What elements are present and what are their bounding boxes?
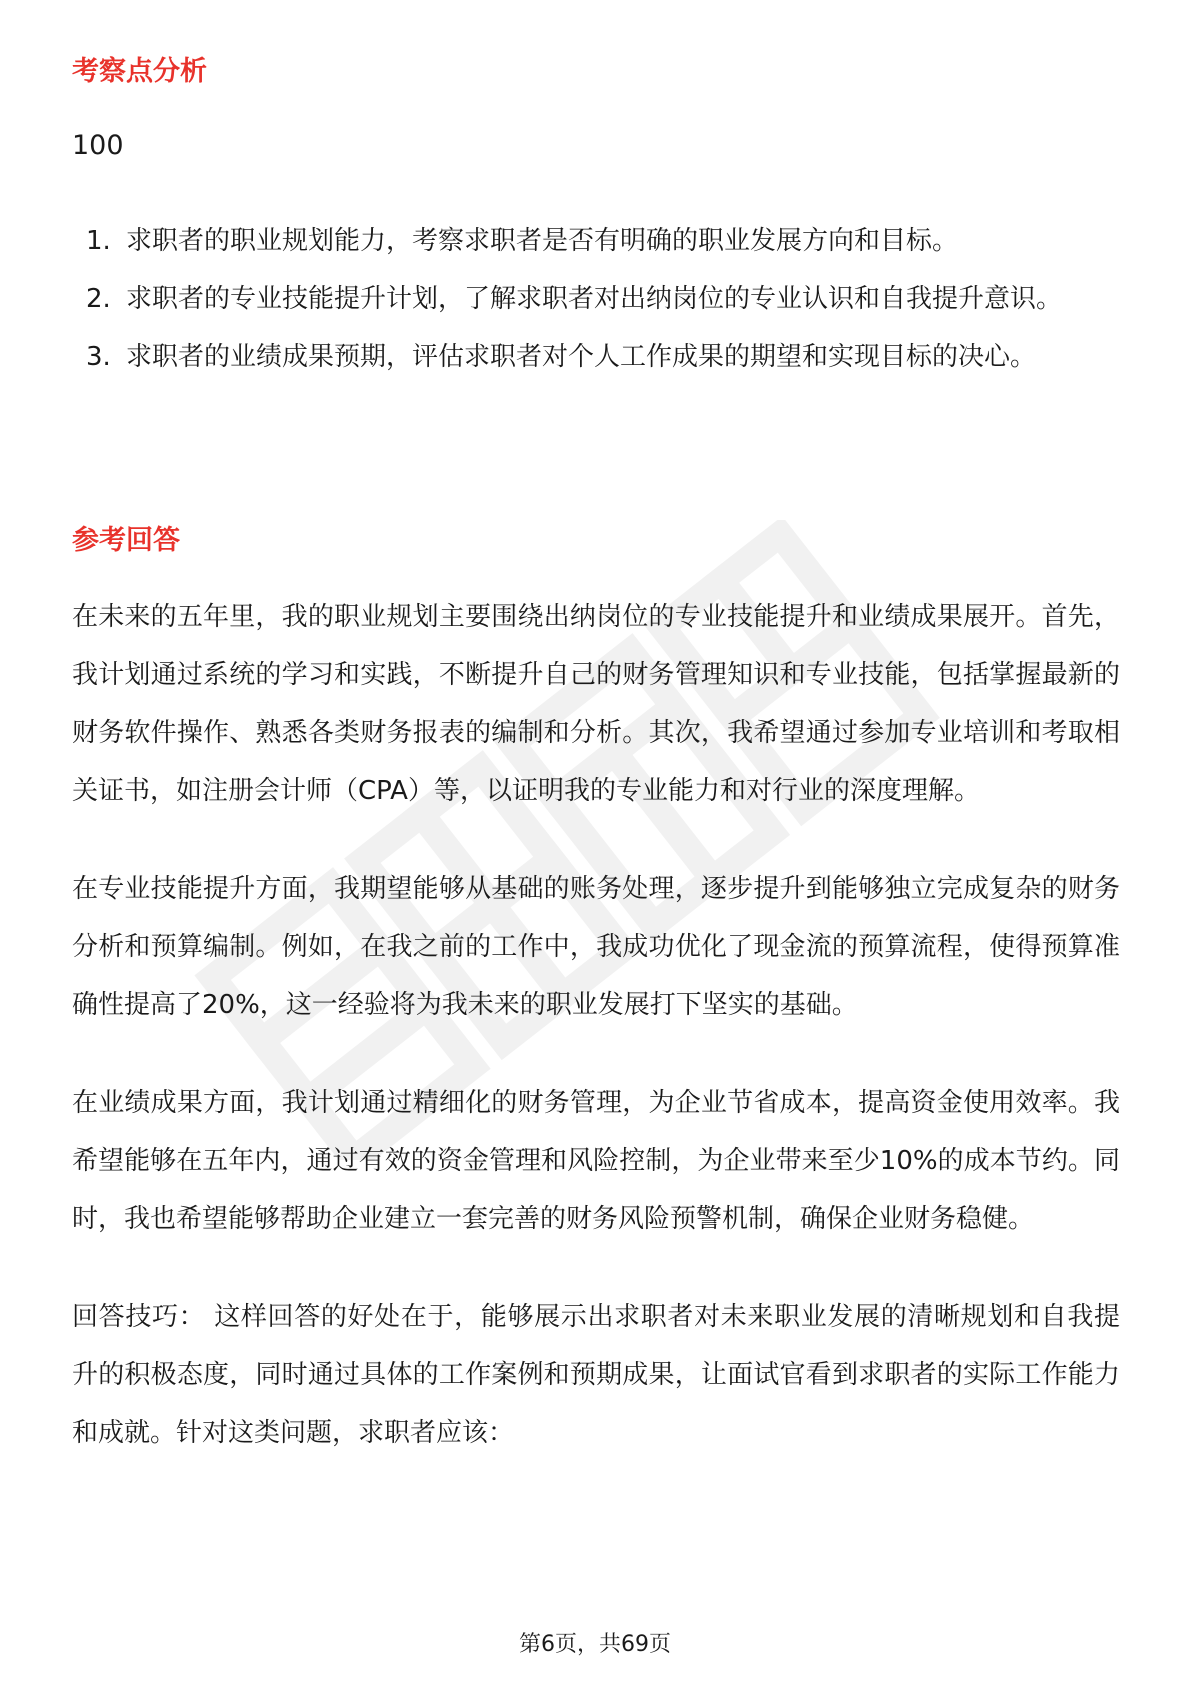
list-item-text: 求职者的专业技能提升计划，了解求职者对出纳岗位的专业认识和自我提升意识。 <box>126 284 1063 314</box>
score-value: 100 <box>72 130 124 161</box>
answer-section-title: 参考回答 <box>72 525 180 556</box>
analysis-section-title: 考察点分析 <box>72 56 207 87</box>
answer-body <box>72 588 1120 1502</box>
list-item-number: 2. <box>86 284 111 314</box>
list-item-number: 3. <box>86 342 111 372</box>
list-item <box>72 212 1118 270</box>
page-footer: 第6页，共69页 <box>519 1632 671 1657</box>
analysis-points-list <box>72 212 1118 386</box>
answer-paragraph: 在专业技能提升方面，我期望能够从基础的账务处理，逐步提升到能够独立完成复杂的财务分析和预算编制。例如，在我之前的工作中，我成功优化了现金流的预算流程，使得预算准确性提高了20%，这一经验将为我未来的职业发展打下坚实的基础。 <box>72 874 1120 1020</box>
list-item-number: 1. <box>86 226 111 256</box>
list-item <box>72 328 1118 386</box>
answer-paragraph: 在未来的五年里，我的职业规划主要围绕出纳岗位的专业技能提升和业绩成果展开。首先，我计划通过系统的学习和实践，不断提升自己的财务管理知识和专业技能，包括掌握最新的财务软件操作、熟悉各类财务报表的编制和分析。其次，我希望通过参加专业培训和考取相关证书，如注册会计师（CPA）等，以证明我的专业能力和对行业的深度理解。 <box>72 602 1120 806</box>
answer-tips-paragraph: 回答技巧： 这样回答的好处在于，能够展示出求职者对未来职业发展的清晰规划和自我提升的积极态度，同时通过具体的工作案例和预期成果，让面试官看到求职者的实际工作能力和成就。针对这类问题，求职者应该： <box>72 1302 1120 1448</box>
list-item <box>72 270 1118 328</box>
list-item-text: 求职者的职业规划能力，考察求职者是否有明确的职业发展方向和目标。 <box>126 226 959 256</box>
list-item-text: 求职者的业绩成果预期，评估求职者对个人工作成果的期望和实现目标的决心。 <box>126 342 1037 372</box>
answer-paragraph: 在业绩成果方面，我计划通过精细化的财务管理，为企业节省成本，提高资金使用效率。我希望能够在五年内，通过有效的资金管理和风险控制，为企业带来至少10%的成本节约。同时，我也希望能够帮助企业建立一套完善的财务风险预警机制，确保企业财务稳健。 <box>72 1088 1120 1234</box>
